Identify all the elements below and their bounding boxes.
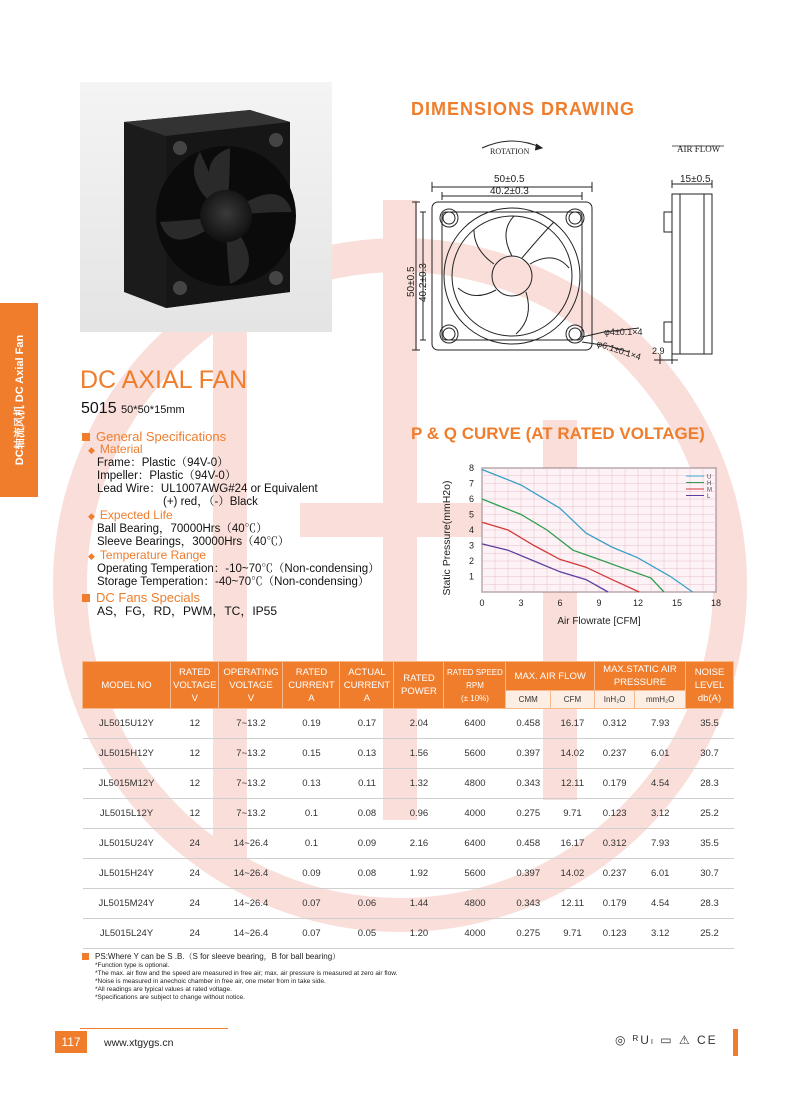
footer-accent-bar: [733, 1029, 738, 1056]
table-cell: 1.32: [394, 769, 444, 799]
table-cell: 5600: [444, 739, 506, 769]
table-cell: 0.17: [340, 709, 394, 739]
lead-wire-spec: Lead Wire：UL1007AWG#24 or Equivalent: [97, 483, 318, 495]
y-tick-label: 6: [468, 494, 474, 504]
lead-colors-spec: (+) red，（-）Black: [163, 496, 258, 508]
x-tick-label: 6: [557, 598, 563, 608]
table-cell: 1.44: [394, 889, 444, 919]
table-cell: 0.123: [594, 799, 634, 829]
table-cell: 5600: [444, 859, 506, 889]
table-cell: 6.01: [635, 859, 686, 889]
footer-rule: [80, 1028, 228, 1029]
spec-table: [82, 661, 734, 949]
width-inner-dim: 40.2±0.3: [490, 186, 529, 197]
table-cell: 9.71: [550, 919, 594, 949]
ball-bearing-spec: Ball Bearing，70000Hrs（40℃）: [97, 523, 268, 535]
table-cell: 4.54: [635, 889, 686, 919]
expected-life-heading: ◆ Expected Life: [88, 509, 412, 523]
fan-specials-heading: DC Fans Specials: [82, 591, 412, 604]
table-cell: 14~26.4: [219, 919, 283, 949]
note-line: *All readings are typical values at rated voltage.: [95, 986, 232, 993]
table-cell: 0.179: [594, 889, 634, 919]
table-cell: 7~13.2: [219, 799, 283, 829]
notes: [82, 953, 397, 1002]
table-row: [83, 919, 734, 949]
table-cell: 12: [171, 739, 219, 769]
model-cell: JL5015H24Y: [83, 859, 171, 889]
y-tick-label: 7: [468, 478, 474, 489]
y-tick-label: 3: [468, 540, 474, 551]
table-cell: 0.312: [594, 709, 634, 739]
table-cell: 12: [171, 769, 219, 799]
table-cell: 6400: [444, 829, 506, 859]
table-cell: 24: [171, 829, 219, 859]
table-cell: 0.11: [340, 769, 394, 799]
side-tab-label: DC轴流风机 DC Axial Fan: [14, 334, 26, 466]
side-category-tab: [0, 303, 38, 497]
model-cell: JL5015L24Y: [83, 919, 171, 949]
x-tick-label: 18: [710, 598, 722, 608]
website-link[interactable]: www.xtgygs.cn: [104, 1037, 174, 1049]
x-tick-label: 12: [632, 598, 644, 608]
table-cell: 0.275: [506, 799, 551, 829]
table-row: [83, 829, 734, 859]
col-rated-power: RATED POWER: [394, 662, 444, 709]
width-outer-dim: 50±0.5: [494, 174, 525, 185]
col-rated-speed: RATED SPEED RPM (± 10%): [444, 662, 506, 709]
model-cell: JL5015U24Y: [83, 829, 171, 859]
ps-note: PS:Where Y can be S .B.（S for sleeve bearing，B for ball bearing）: [82, 953, 397, 961]
table-cell: 16.17: [550, 709, 594, 739]
table-cell: 30.7: [686, 859, 734, 889]
table-cell: 0.312: [594, 829, 634, 859]
page-number: 117: [55, 1031, 87, 1053]
impeller-spec: Impeller：Plastic（94V-0）: [97, 470, 237, 482]
rib-dim: 2.9: [652, 346, 665, 356]
y-tick-label: 2: [468, 556, 474, 566]
legend-label-l: L: [707, 494, 711, 500]
table-cell: 0.397: [506, 739, 551, 769]
table-cell: 12.11: [550, 889, 594, 919]
col-rated-current: RATED CURRENT A: [283, 662, 340, 709]
table-cell: 28.3: [686, 889, 734, 919]
table-cell: 0.06: [340, 889, 394, 919]
table-cell: 24: [171, 859, 219, 889]
table-cell: 7~13.2: [219, 739, 283, 769]
col-max-air-flow: MAX. AIR FLOW: [506, 662, 594, 691]
table-cell: 0.09: [283, 859, 340, 889]
product-title: DC AXIAL FAN: [80, 366, 248, 394]
note-line: *The max. air flow and the speed are measured in free air; max. air pressure is measured at zero air flow.: [95, 970, 398, 977]
table-cell: 24: [171, 889, 219, 919]
table-cell: 0.237: [594, 739, 634, 769]
sleeve-bearing-spec: Sleeve Bearings，30000Hrs（40℃）: [97, 536, 290, 548]
pq-curve-title: P & Q CURVE (AT RATED VOLTAGE): [411, 424, 705, 443]
col-cmm: CMM: [506, 691, 551, 709]
table-cell: 14~26.4: [219, 829, 283, 859]
col-actual-current: ACTUAL CURRENT A: [340, 662, 394, 709]
table-cell: 3.12: [635, 799, 686, 829]
height-inner-dim: 40.2±0.3: [418, 263, 429, 302]
table-cell: 0.343: [506, 769, 551, 799]
table-cell: 0.458: [506, 709, 551, 739]
table-cell: 4800: [444, 769, 506, 799]
legend-label-h: H: [707, 481, 712, 487]
model-cell: JL5015M12Y: [83, 769, 171, 799]
table-cell: 12: [171, 709, 219, 739]
table-cell: 7~13.2: [219, 769, 283, 799]
table-cell: 12.11: [550, 769, 594, 799]
col-max-pressure: MAX.STATIC AIR PRESSURE: [594, 662, 685, 691]
table-cell: 0.13: [283, 769, 340, 799]
model-cell: JL5015L12Y: [83, 799, 171, 829]
x-tick-label: 3: [518, 598, 524, 608]
table-cell: 0.19: [283, 709, 340, 739]
table-cell: 4000: [444, 799, 506, 829]
table-cell: 1.56: [394, 739, 444, 769]
table-cell: 0.08: [340, 859, 394, 889]
table-row: [83, 709, 734, 739]
table-cell: 0.05: [340, 919, 394, 949]
table-cell: 25.2: [686, 919, 734, 949]
x-tick-label: 9: [596, 598, 602, 608]
table-cell: 0.1: [283, 799, 340, 829]
model-cell: JL5015M24Y: [83, 889, 171, 919]
note-line: *Specifications are subject to change without notice.: [95, 994, 245, 1001]
table-cell: 0.96: [394, 799, 444, 829]
table-row: [83, 739, 734, 769]
rotation-label: ROTATION: [490, 147, 530, 156]
table-cell: 0.343: [506, 889, 551, 919]
note-line: *Noise is measured in anechoic chamber in free air, one meter from in take side.: [95, 978, 326, 985]
model-size: 50*50*15mm: [121, 404, 185, 416]
frame-spec: Frame：Plastic（94V-0）: [97, 457, 229, 469]
certification-icons: ◎ ᴿUₗ ▭ ⚠ CE: [615, 1033, 718, 1047]
col-mmh2o: mmH₂O: [635, 691, 686, 709]
general-specifications: [82, 428, 412, 618]
table-row: [83, 769, 734, 799]
table-cell: 1.20: [394, 919, 444, 949]
table-cell: 14.02: [550, 739, 594, 769]
model-cell: JL5015H12Y: [83, 739, 171, 769]
y-tick-label: 4: [468, 525, 474, 535]
y-tick-label: 5: [468, 509, 474, 520]
table-cell: 0.179: [594, 769, 634, 799]
col-rated-voltage: RATED VOLTAGE V: [171, 662, 219, 709]
table-cell: 0.15: [283, 739, 340, 769]
table-cell: 12: [171, 799, 219, 829]
x-tick-label: 15: [671, 598, 683, 608]
table-cell: 0.1: [283, 829, 340, 859]
operating-temp-spec: Operating Temperation：-10~70℃（Non-condensing）: [97, 563, 380, 575]
note-line: *Function type is optional.: [95, 962, 170, 969]
table-cell: 2.16: [394, 829, 444, 859]
y-axis-label: Static Pressure(mmH2o): [441, 480, 453, 596]
table-cell: 7~13.2: [219, 709, 283, 739]
pq-curve-chart: [438, 460, 748, 640]
table-cell: 14~26.4: [219, 859, 283, 889]
table-cell: 14.02: [550, 859, 594, 889]
table-cell: 4.54: [635, 769, 686, 799]
y-tick-label: 8: [468, 463, 474, 473]
table-cell: 2.04: [394, 709, 444, 739]
table-cell: 0.123: [594, 919, 634, 949]
model-cell: JL5015U12Y: [83, 709, 171, 739]
table-cell: 25.2: [686, 799, 734, 829]
table-cell: 24: [171, 919, 219, 949]
table-cell: 0.07: [283, 889, 340, 919]
x-tick-label: 0: [479, 598, 485, 608]
table-cell: 0.09: [340, 829, 394, 859]
x-axis-label: Air Flowrate [CFM]: [557, 616, 641, 627]
model-line: [81, 400, 185, 418]
temperature-heading: ◆ Temperature Range: [88, 549, 412, 563]
y-tick-label: 1: [468, 571, 474, 582]
col-noise: NOISE LEVEL db(A): [686, 662, 734, 709]
table-cell: 0.08: [340, 799, 394, 829]
table-cell: 9.71: [550, 799, 594, 829]
table-cell: 14~26.4: [219, 889, 283, 919]
table-cell: 0.458: [506, 829, 551, 859]
material-heading: ◆ Material: [88, 443, 412, 457]
col-model: MODEL NO: [83, 662, 171, 709]
col-inh2o: InH₂O: [594, 691, 634, 709]
table-cell: 35.5: [686, 829, 734, 859]
table-cell: 7.93: [635, 829, 686, 859]
table-cell: 1.92: [394, 859, 444, 889]
fan-specials: AS，FG，RD，PWM，TC，IP55: [97, 604, 278, 618]
height-outer-dim: 50±0.5: [406, 266, 417, 297]
table-cell: 6400: [444, 709, 506, 739]
hole-small-dim: φ4±0.1×4: [604, 327, 643, 337]
table-cell: 0.397: [506, 859, 551, 889]
legend-label-m: M: [707, 487, 712, 494]
legend-label-u: U: [707, 474, 712, 481]
air-flow-label: AIR FLOW: [677, 144, 721, 154]
table-cell: 0.07: [283, 919, 340, 949]
dimensions-drawing: [404, 132, 734, 372]
col-cfm: CFM: [550, 691, 594, 709]
fan-image: [80, 82, 332, 332]
table-cell: 0.275: [506, 919, 551, 949]
table-cell: 0.237: [594, 859, 634, 889]
table-cell: 4800: [444, 889, 506, 919]
table-cell: 28.3: [686, 769, 734, 799]
table-cell: 3.12: [635, 919, 686, 949]
table-cell: 7.93: [635, 709, 686, 739]
general-spec-heading: General Specifications: [82, 430, 412, 443]
table-cell: 0.13: [340, 739, 394, 769]
table-cell: 16.17: [550, 829, 594, 859]
table-row: [83, 889, 734, 919]
table-row: [83, 799, 734, 829]
table-cell: 4000: [444, 919, 506, 949]
table-row: [83, 859, 734, 889]
model-number: 5015: [81, 400, 117, 417]
storage-temp-spec: Storage Temperation：-40~70℃（Non-condensing）: [97, 576, 370, 588]
depth-dim: 15±0.5: [680, 174, 711, 185]
table-cell: 6.01: [635, 739, 686, 769]
table-cell: 35.5: [686, 709, 734, 739]
hole-large-dim: φ6.1±0.1×4: [595, 338, 643, 363]
table-cell: 30.7: [686, 739, 734, 769]
col-operating-voltage: OPERATING VOLTAGE V: [219, 662, 283, 709]
product-photo: [80, 82, 332, 332]
dimensions-title: DIMENSIONS DRAWING: [411, 99, 636, 119]
